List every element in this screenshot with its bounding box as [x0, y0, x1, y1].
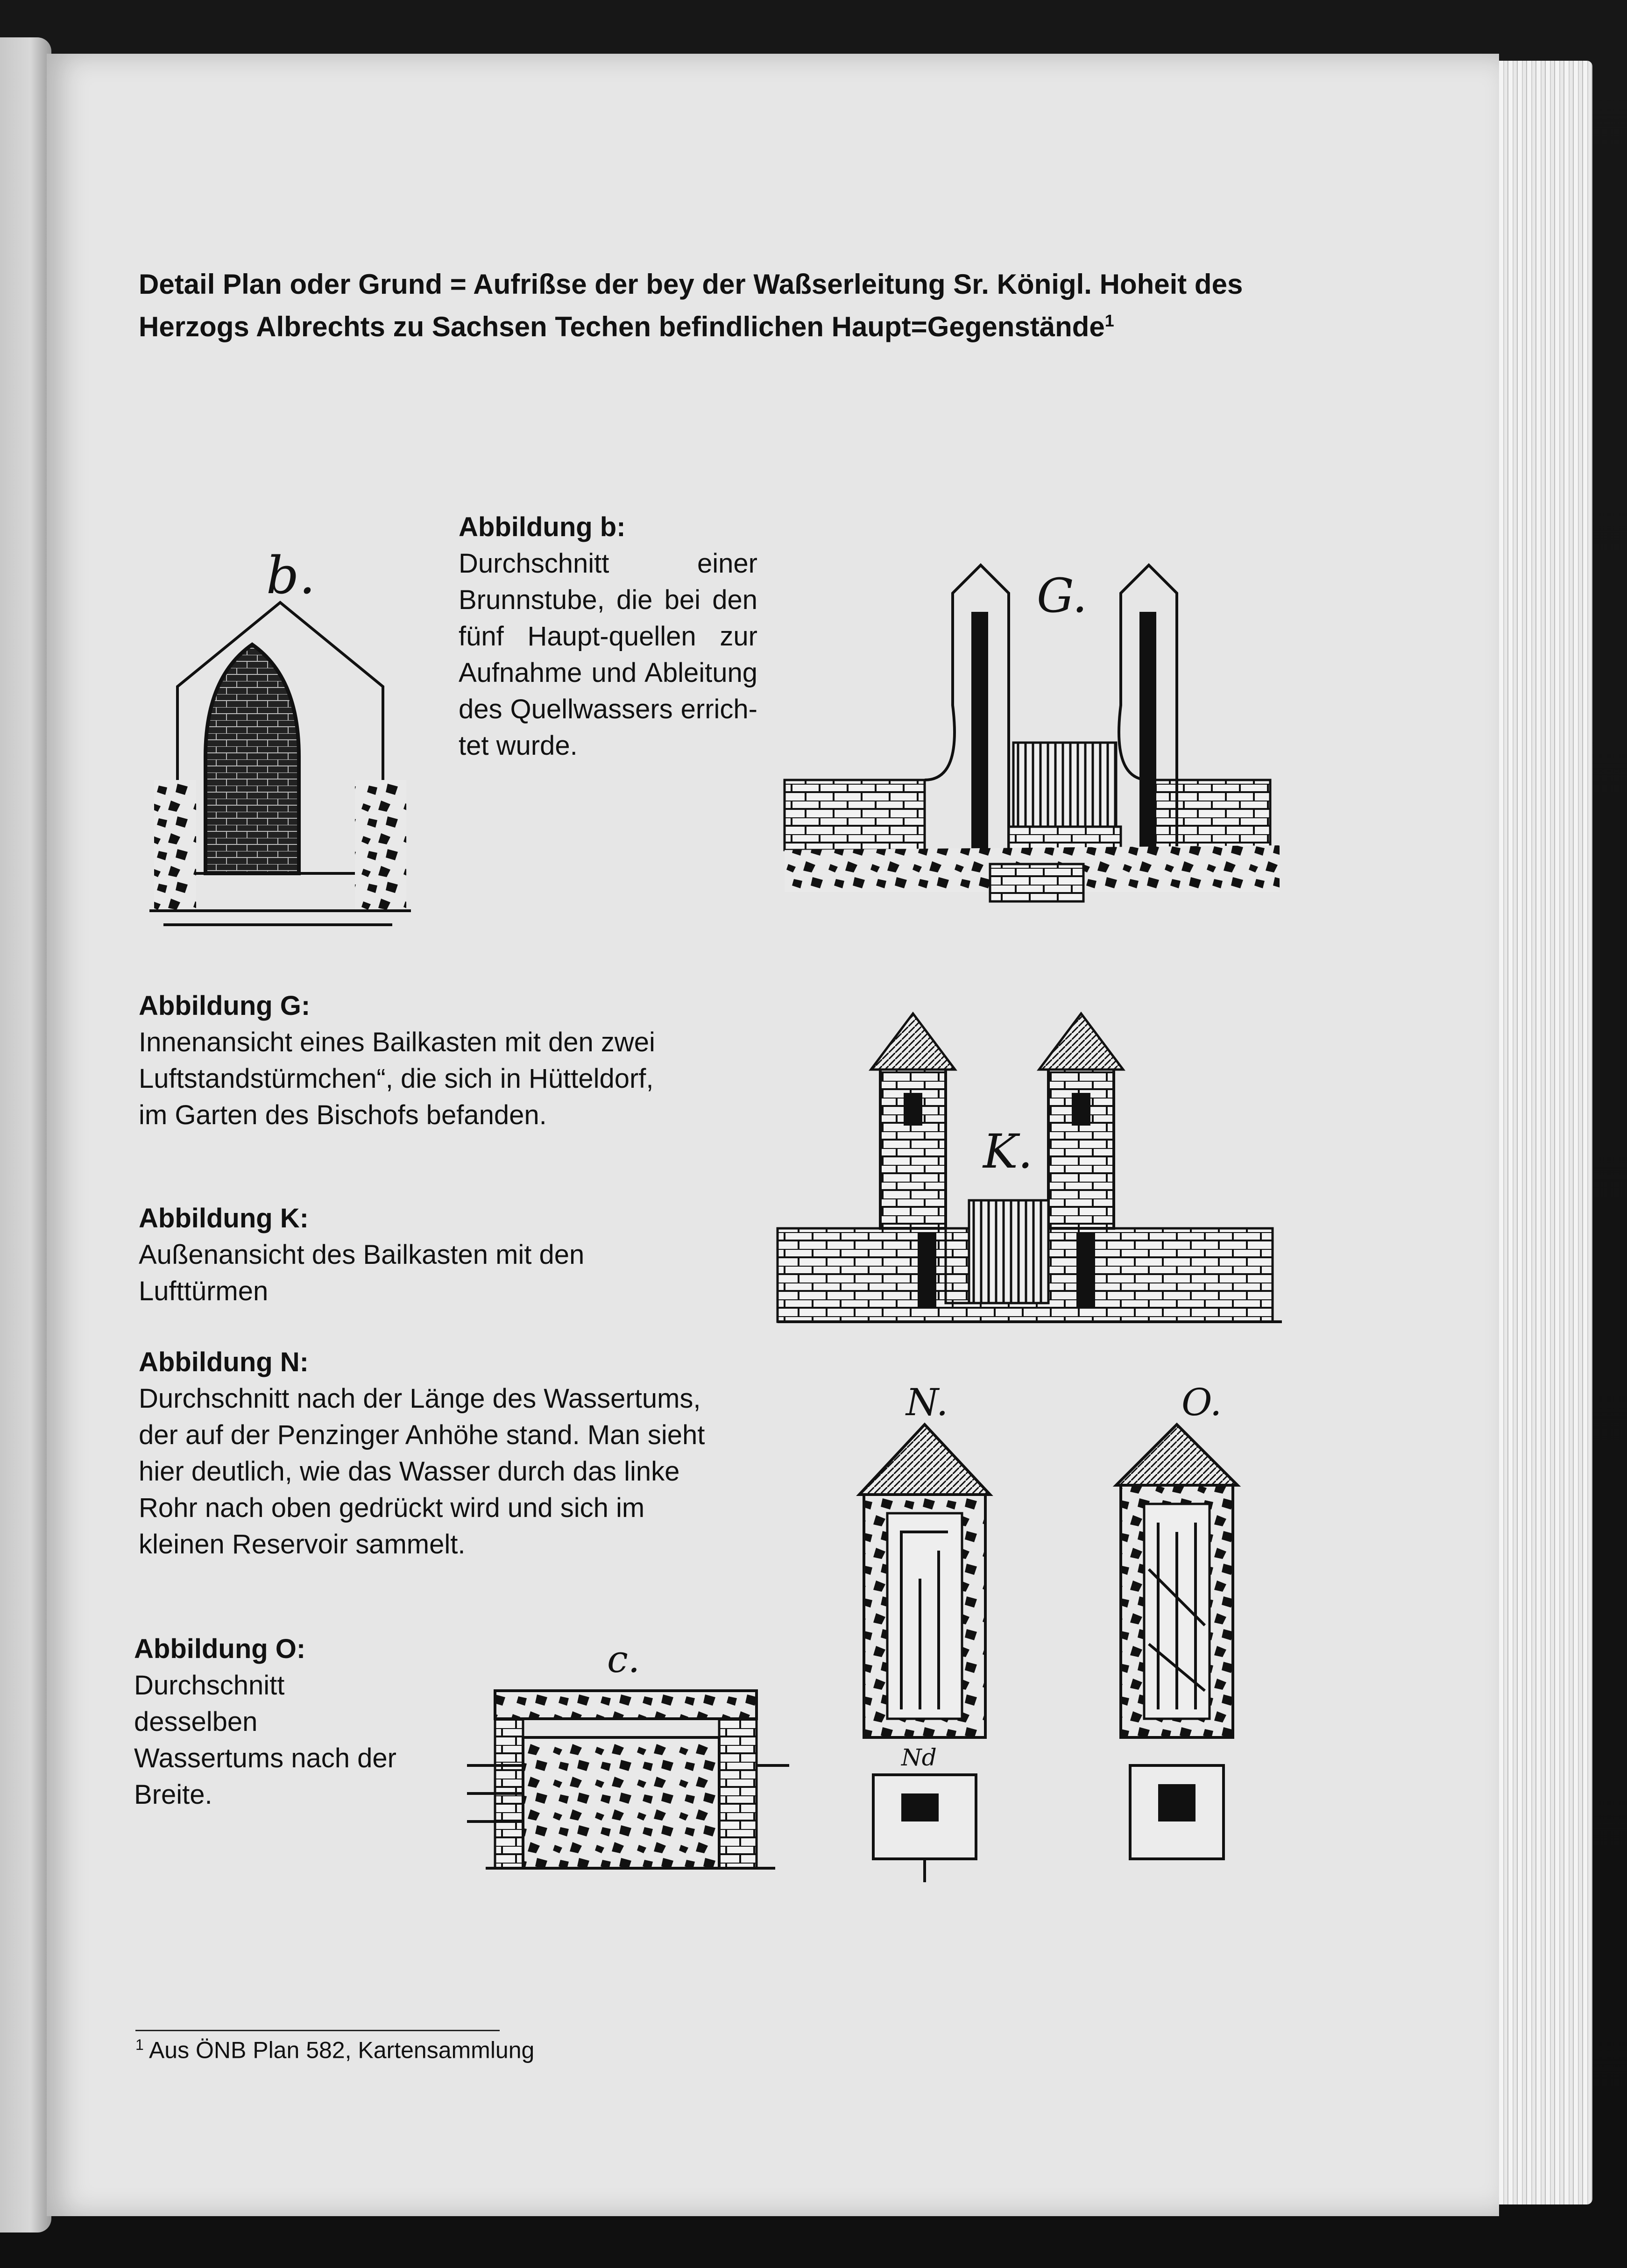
- caption-o-heading: Abbildung O:: [134, 1634, 306, 1664]
- caption-n: [139, 1344, 736, 1563]
- title-text: Detail Plan oder Grund = Aufrißse der bey der Waßserleitung Sr. Königl. Hoheit des Herzogs Albrechts zu Sachsen Techen befindlichen Haupt=Gegenstände: [139, 269, 1243, 342]
- figure-k-letter: K.: [983, 1124, 1033, 1179]
- caption-n-heading: Abbildung N:: [139, 1347, 309, 1377]
- caption-k: [139, 1200, 680, 1310]
- caption-b-heading: Abbildung b:: [459, 512, 626, 542]
- caption-g: [139, 988, 680, 1134]
- figure-c-letter: c.: [607, 1637, 640, 1681]
- caption-k-text: Außenansicht des Bailkasten mit den Lufttürmen: [139, 1240, 585, 1306]
- footnote-rule: [135, 2030, 500, 2031]
- footnote: [135, 2036, 534, 2064]
- show-through-text: [911, 355, 1331, 391]
- footnote-number: 1: [135, 2036, 144, 2053]
- page-title: [139, 266, 1316, 345]
- caption-o-text: Durchschnitt desselben Wassertums nach der Breite.: [134, 1670, 396, 1810]
- footnote-text: Aus ÖNB Plan 582, Kartensammlung: [149, 2037, 535, 2063]
- caption-o: [134, 1631, 414, 1813]
- figure-n-letter: N.: [906, 1381, 948, 1424]
- caption-k-heading: Abbildung K:: [139, 1203, 309, 1233]
- figure-b-brunnstube: [149, 537, 411, 948]
- left-page-edge: [0, 37, 51, 2233]
- figure-c-small-reservoir: [467, 1637, 794, 1887]
- figure-o-letter: O.: [1181, 1381, 1222, 1424]
- figure-g-bailkasten-interior: [785, 565, 1280, 939]
- caption-b-text: Durchschnitt einer Brunnstube, die bei den fünf Haupt-quellen zur Aufnahme und Ableitung des Quellwassers errich-tet wurde.: [459, 548, 757, 761]
- caption-n-text: Durchschnitt nach der Länge des Wassertums, der auf der Penzinger Anhöhe stand. Man sieht hier deutlich, wie das Wasser durch das linke Rohr nach oben gedrückt wird und sich im kleinen Reservoir sammelt.: [139, 1383, 705, 1559]
- caption-g-heading: Abbildung G:: [139, 991, 311, 1021]
- figure-b-letter: b.: [266, 546, 316, 605]
- title-footnote-ref: 1: [1104, 311, 1114, 330]
- figure-n-base-label: Nd: [901, 1744, 937, 1771]
- figure-n-water-tower-length: [855, 1382, 995, 1887]
- figure-k-bailkasten-exterior: [778, 1014, 1282, 1331]
- caption-b: [459, 509, 757, 764]
- figure-g-letter: G.: [1037, 568, 1088, 623]
- figure-o-water-tower-width: [1111, 1382, 1242, 1878]
- caption-g-text: Innenansicht eines Bailkasten mit den zwei Luftstandstürmchen“, die sich in Hütteldorf, im Garten des Bischofs befanden.: [139, 1027, 655, 1130]
